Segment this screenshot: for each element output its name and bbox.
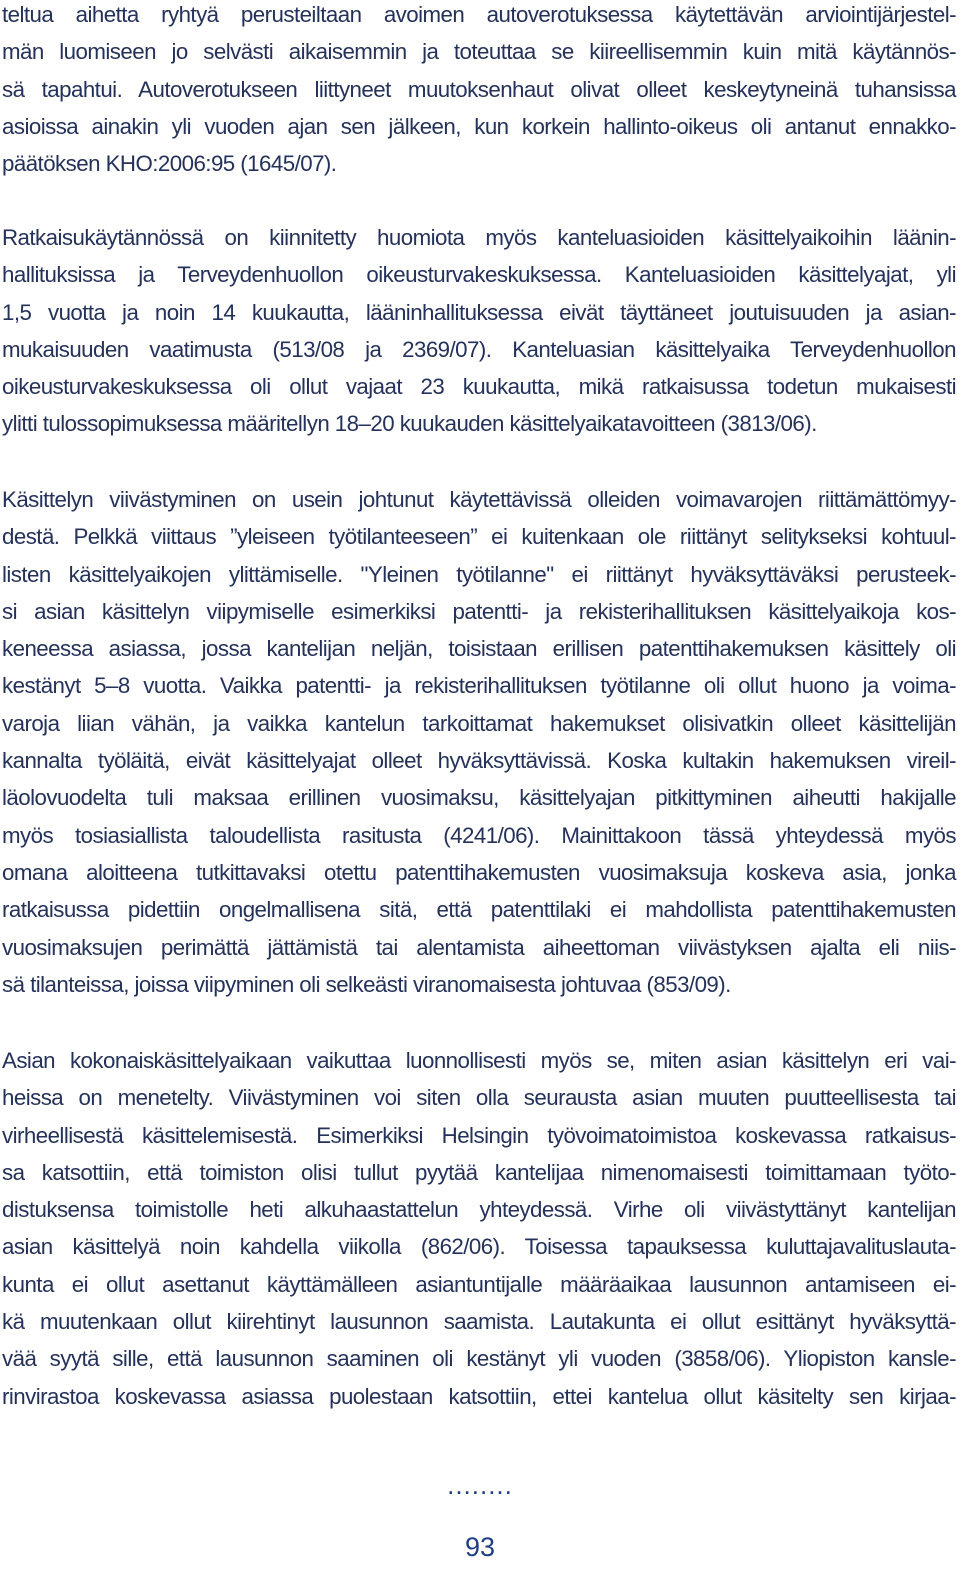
text-line: sa katsottiin, että toimiston olisi tullut pyytää kantelijaa nimenomaisesti toimittamaan työto- [2, 1159, 956, 1185]
text-line: hallituksissa ja Terveydenhuollon oikeusturvakeskuksessa. Kanteluasioiden käsittelyajat, yli [2, 262, 956, 288]
text-line: si asian käsittelyn viipymiselle esimerkiksi patentti- ja rekisterihallituksen käsittelyaikoja kos- [2, 598, 956, 624]
text-line: oikeusturvakeskuksessa oli ollut vajaat 23 kuukautta, mikä ratkaisussa todetun mukaisesti [2, 374, 956, 400]
text-line: kestänyt 5–8 vuotta. Vaikka patentti- ja rekisterihallituksen työtilanne oli ollut huono ja voima- [2, 673, 956, 699]
paragraph-2 [2, 219, 956, 443]
text-line: Käsittelyn viivästyminen on usein johtunut käytettävissä olleiden voimavarojen riittämättömyy- [2, 487, 956, 512]
text-line: rinvirastoa koskevassa asiassa puolestaan katsottiin, ettei kantelua ollut käsitelty sen kirjaa- [2, 1383, 956, 1409]
text-line: päätöksen KHO:2006:95 (1645/07). [2, 151, 337, 177]
footer-separator: ........ [447, 1470, 513, 1500]
text-line: vää syytä sille, että lausunnon saaminen oli kestänyt yli vuoden (3858/06). Yliopiston kansle- [2, 1346, 956, 1372]
text-line: läolovuodelta tuli maksaa erillinen vuosimaksu, käsittelyajan pitkittyminen aiheutti hakijalle [2, 785, 956, 811]
text-line: kannalta työläitä, eivät käsittelyajat olleet hyväksyttävissä. Koska kultakin hakemuksen vireil- [2, 748, 956, 774]
text-line: omana aloitteena tutkittavaksi otettu patenttihakemusten vuosimaksuja koskeva asia, jonka [2, 859, 956, 885]
page-number: 93 [464, 1532, 496, 1562]
text-line: virheellisestä käsittelemisestä. Esimerkiksi Helsingin työvoimatoimistoa koskevassa ratkaisus- [2, 1122, 956, 1148]
text-line: distuksensa toimistolle heti alkuhaastattelun yhteydessä. Virhe oli viivästyttänyt kantelijan [2, 1197, 956, 1223]
text-line: asioissa ainakin yli vuoden ajan sen jälkeen, kun korkein hallinto-oikeus oli antanut ennakko- [2, 113, 956, 139]
text-line: mukaisuuden vaatimusta (513/08 ja 2369/07). Kanteluasian käsittelyaika Terveydenhuollon [2, 336, 956, 362]
text-line: vuosimaksujen perimättä jättämistä tai alentamista aiheettoman viivästyksen ajalta eli niis- [2, 934, 956, 960]
text-line: kä muutenkaan ollut kiirehtinyt lausunnon saamista. Lautakunta ei ollut esittänyt hyväksyttä- [2, 1309, 956, 1335]
text-line: Ratkaisukäytännössä on kiinnitetty huomiota myös kanteluasioiden käsittelyaikoihin läänin- [2, 225, 956, 250]
text-line: teltua aihetta ryhtyä perusteiltaan avoimen autoverotuksessa käytettävän arviointijärjestel- [2, 2, 956, 27]
text-line: ylitti tulossopimuksessa määritellyn 18–20 kuukauden käsittelyaikatavoitteen (3813/06). [2, 411, 817, 437]
text-line: varoja liian vähän, ja vaikka kantelun tarkoittamat hakemukset olisivatkin olleet käsittelijän [2, 710, 956, 736]
text-line: asian käsittelyä noin kahdella viikolla (862/06). Toisessa tapauksessa kuluttajavalituslauta- [2, 1234, 956, 1260]
text-line: kunta ei ollut asettanut käyttämälleen asiantuntijalle määräaikaa lausunnon antamiseen ei- [2, 1271, 956, 1297]
text-line: Asian kokonaiskäsittelyaikaan vaikuttaa luonnollisesti myös se, miten asian käsittelyn eri vai- [2, 1048, 956, 1073]
text-line: sä tapahtui. Autoverotukseen liittyneet muutoksenhaut olivat olleet keskeytyneinä tuhansissa [2, 76, 956, 102]
text-line: heissa on menetelty. Viivästyminen voi siten olla seurausta asian muuten puutteellisesta tai [2, 1085, 956, 1111]
paragraph-4 [2, 1042, 956, 1415]
text-line: män luomiseen jo selvästi aikaisemmin ja toteuttaa se kiireellisemmin kuin mitä käytännös- [2, 39, 956, 65]
text-line: myös tosiasiallista taloudellista rasitusta (4241/06). Mainittakoon tässä yhteydessä myös [2, 822, 956, 848]
paragraph-3 [2, 481, 956, 1003]
text-line: sä tilanteissa, joissa viipyminen oli selkeästi viranomaisesta johtuvaa (853/09). [2, 971, 731, 997]
text-line: 1,5 vuotta ja noin 14 kuukautta, lääninhallituksessa eivät täyttäneet joutuisuuden ja asian- [2, 299, 956, 325]
text-line: destä. Pelkkä viittaus ”yleiseen työtilanteeseen” ei kuitenkaan ole riittänyt selitykseksi kohtuul- [2, 524, 956, 550]
text-line: ratkaisussa pidettiin ongelmallisena sitä, että patenttilaki ei mahdollista patenttihakemusten [2, 897, 956, 923]
paragraph-1 [2, 0, 956, 182]
text-line: listen käsittelyaikojen ylittämiselle. "Yleinen työtilanne" ei riittänyt hyväksyttäväksi perusteek- [2, 561, 956, 587]
text-line: keneessa asiassa, jossa kantelijan neljän, toisistaan erillisen patenttihakemuksen käsittely oli [2, 636, 956, 662]
